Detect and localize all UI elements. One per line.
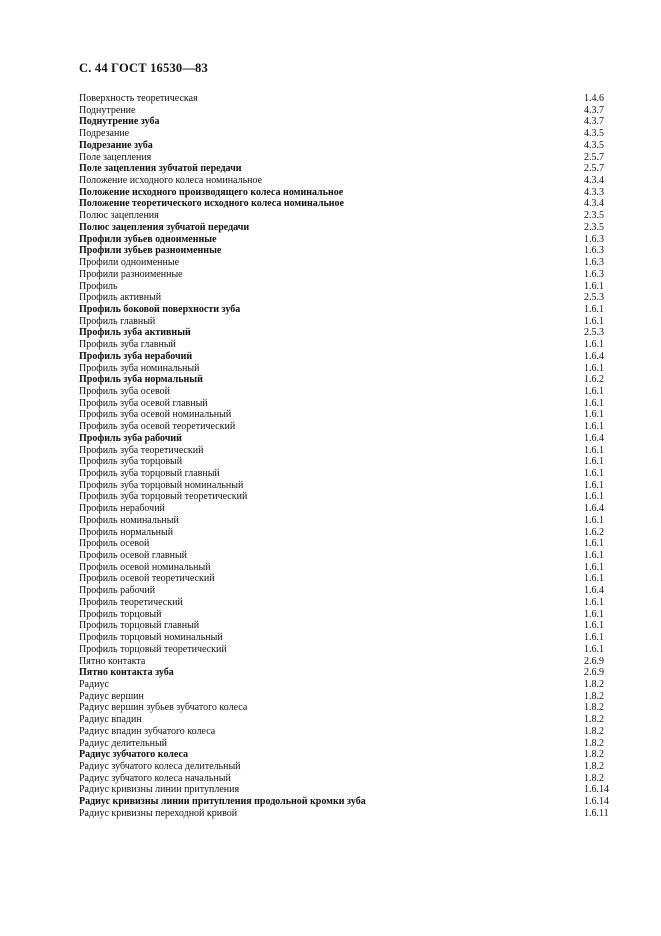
index-entry [79, 433, 615, 445]
index-term: Профиль зуба главный [79, 339, 176, 351]
index-entry [79, 175, 615, 187]
index-entry [79, 105, 615, 117]
index-clause-ref: 1.6.1 [584, 573, 604, 585]
index-term: Профиль рабочий [79, 585, 156, 597]
index-clause-ref: 1.6.1 [584, 362, 604, 374]
index-entry [79, 234, 615, 246]
index-clause-ref: 1.6.1 [584, 550, 604, 562]
index-clause-ref: 2.5.3 [584, 292, 604, 304]
index-entry [79, 339, 615, 351]
index-term: Радиус зубчатого колеса начальный [79, 772, 231, 784]
index-entry [79, 187, 615, 199]
term-index-list [79, 93, 615, 820]
index-term: Профиль нормальный [79, 526, 174, 538]
index-clause-ref: 1.6.1 [584, 561, 604, 573]
index-clause-ref: 2.5.7 [584, 151, 604, 163]
index-term: Радиус впадин [79, 714, 142, 726]
index-entry [79, 702, 615, 714]
index-term: Профиль нерабочий [79, 503, 165, 515]
index-entry [79, 491, 615, 503]
index-term: Радиус вершин [79, 690, 144, 702]
index-term: Профиль активный [79, 292, 162, 304]
index-clause-ref: 1.6.1 [584, 315, 604, 327]
index-term: Положение теоретического исходного колеса номинальное [79, 198, 344, 210]
index-clause-ref: 1.6.1 [584, 303, 604, 315]
index-term: Радиус впадин зубчатого колеса [79, 725, 216, 737]
index-clause-ref: 1.8.2 [584, 749, 604, 761]
index-entry [79, 374, 615, 386]
index-term: Поднутрение [79, 104, 136, 116]
index-entry [79, 163, 615, 175]
index-term: Радиус кривизны переходной кривой [79, 807, 238, 819]
index-clause-ref: 1.6.1 [584, 479, 604, 491]
index-clause-ref: 1.6.1 [584, 421, 604, 433]
index-clause-ref: 1.8.2 [584, 737, 604, 749]
index-clause-ref: 1.6.2 [584, 374, 604, 386]
index-term: Профиль торцовый [79, 608, 162, 620]
index-clause-ref: 1.6.1 [584, 632, 604, 644]
index-term: Положение исходного производящего колеса номинальное [79, 186, 344, 198]
index-term: Профиль торцовый номинальный [79, 632, 223, 644]
index-entry [79, 198, 615, 210]
index-term: Профиль зуба активный [79, 327, 191, 339]
index-term: Полюс зацепления зубчатой передачи [79, 221, 250, 233]
index-entry [79, 409, 615, 421]
index-entry [79, 538, 615, 550]
index-term: Профиль торцовый главный [79, 620, 200, 632]
index-term: Профили зубьев разноименные [79, 245, 222, 257]
index-entry [79, 152, 615, 164]
index-entry [79, 304, 615, 316]
index-entry [79, 644, 615, 656]
index-clause-ref: 1.6.1 [584, 643, 604, 655]
index-entry [79, 714, 615, 726]
index-term: Профиль осевой номинальный [79, 561, 211, 573]
index-entry [79, 527, 615, 539]
index-term: Профиль зуба торцовый [79, 456, 183, 468]
index-clause-ref: 1.6.1 [584, 444, 604, 456]
index-clause-ref: 1.6.1 [584, 538, 604, 550]
index-clause-ref: 4.3.7 [584, 116, 604, 128]
index-clause-ref: 1.6.11 [584, 807, 609, 819]
index-entry [79, 784, 615, 796]
index-clause-ref: 1.6.3 [584, 233, 604, 245]
index-clause-ref: 1.8.2 [584, 725, 604, 737]
index-clause-ref: 1.6.4 [584, 350, 604, 362]
index-clause-ref: 1.8.2 [584, 772, 604, 784]
index-term: Профиль зуба осевой теоретический [79, 421, 236, 433]
index-term: Подрезание [79, 128, 130, 140]
index-clause-ref: 1.6.14 [584, 796, 609, 808]
index-term: Пятно контакта [79, 655, 146, 667]
index-clause-ref: 1.6.1 [584, 409, 604, 421]
index-clause-ref: 2.5.3 [584, 327, 604, 339]
index-entry [79, 210, 615, 222]
index-clause-ref: 1.6.4 [584, 432, 604, 444]
index-clause-ref: 1.8.2 [584, 714, 604, 726]
index-clause-ref: 1.8.2 [584, 760, 604, 772]
index-entry [79, 503, 615, 515]
index-term: Профили одноименные [79, 257, 180, 269]
index-clause-ref: 1.6.1 [584, 491, 604, 503]
index-term: Профиль зуба осевой главный [79, 397, 208, 409]
index-term: Радиус зубчатого колеса делительный [79, 760, 241, 772]
index-entry [79, 573, 615, 585]
index-entry [79, 562, 615, 574]
index-entry [79, 445, 615, 457]
index-clause-ref: 2.6.9 [584, 655, 604, 667]
index-entry [79, 550, 615, 562]
index-entry [79, 749, 615, 761]
index-entry [79, 116, 615, 128]
index-clause-ref: 1.6.1 [584, 620, 604, 632]
index-term: Профиль зуба осевой [79, 385, 170, 397]
index-clause-ref: 1.6.1 [584, 339, 604, 351]
index-term: Радиус кривизны линии притупления [79, 784, 240, 796]
index-term: Профиль зуба нормальный [79, 374, 203, 386]
index-entry [79, 363, 615, 375]
index-clause-ref: 1.6.2 [584, 526, 604, 538]
index-clause-ref: 1.6.1 [584, 596, 604, 608]
index-entry [79, 421, 615, 433]
index-clause-ref: 2.3.5 [584, 221, 604, 233]
index-clause-ref: 1.8.2 [584, 678, 604, 690]
index-clause-ref: 1.6.4 [584, 503, 604, 515]
index-entry [79, 773, 615, 785]
index-term: Профиль номинальный [79, 514, 179, 526]
index-term: Профиль боковой поверхности зуба [79, 303, 241, 315]
index-entry [79, 585, 615, 597]
index-term: Радиус кривизны линии притупления продольной кромки зуба [79, 796, 366, 808]
index-clause-ref: 4.3.4 [584, 175, 604, 187]
index-entry [79, 292, 615, 304]
index-term: Профиль теоретический [79, 596, 183, 608]
index-entry [79, 620, 615, 632]
index-entry [79, 269, 615, 281]
index-entry [79, 386, 615, 398]
index-entry [79, 327, 615, 339]
index-clause-ref: 4.3.4 [584, 198, 604, 210]
index-clause-ref: 1.8.2 [584, 702, 604, 714]
index-term: Профиль зуба осевой номинальный [79, 409, 232, 421]
index-clause-ref: 1.6.1 [584, 385, 604, 397]
index-clause-ref: 1.6.1 [584, 514, 604, 526]
index-entry [79, 796, 615, 808]
index-term: Профиль зуба теоретический [79, 444, 204, 456]
index-clause-ref: 1.6.1 [584, 280, 604, 292]
index-term: Радиус вершин зубьев зубчатого колеса [79, 702, 248, 714]
index-term: Профили зубьев одноименные [79, 233, 217, 245]
index-term: Профиль зуба нерабочий [79, 350, 193, 362]
index-term: Профиль осевой [79, 538, 150, 550]
index-clause-ref: 2.6.9 [584, 667, 604, 679]
index-clause-ref: 1.6.14 [584, 784, 609, 796]
index-term: Радиус [79, 678, 109, 690]
index-term: Профиль зуба торцовый теоретический [79, 491, 248, 503]
index-entry [79, 597, 615, 609]
index-entry [79, 281, 615, 293]
index-entry [79, 679, 615, 691]
index-term: Полюс зацепления [79, 210, 159, 222]
index-term: Поверхность теоретическая [79, 93, 198, 104]
index-clause-ref: 1.8.2 [584, 690, 604, 702]
index-term: Профиль осевой главный [79, 550, 188, 562]
index-clause-ref: 1.6.1 [584, 397, 604, 409]
index-clause-ref: 1.4.6 [584, 93, 604, 104]
index-clause-ref: 1.6.1 [584, 468, 604, 479]
index-clause-ref: 4.3.3 [584, 186, 604, 198]
index-entry [79, 632, 615, 644]
index-term: Профиль зуба номинальный [79, 362, 200, 374]
index-entry [79, 351, 615, 363]
index-entry [79, 761, 615, 773]
index-clause-ref: 1.6.4 [584, 585, 604, 597]
index-entry [79, 656, 615, 668]
index-clause-ref: 1.6.1 [584, 456, 604, 468]
index-clause-ref: 1.6.1 [584, 608, 604, 620]
index-term: Подрезание зуба [79, 139, 153, 151]
index-entry [79, 468, 615, 480]
index-clause-ref: 1.6.3 [584, 245, 604, 257]
index-entry [79, 667, 615, 679]
index-entry [79, 93, 615, 105]
index-clause-ref: 4.3.5 [584, 128, 604, 140]
index-entry [79, 738, 615, 750]
index-entry [79, 257, 615, 269]
index-entry [79, 480, 615, 492]
index-term: Профиль зуба торцовый номинальный [79, 479, 244, 491]
index-entry [79, 515, 615, 527]
index-clause-ref: 2.5.7 [584, 163, 604, 175]
index-entry [79, 726, 615, 738]
index-term: Радиус делительный [79, 737, 168, 749]
index-clause-ref: 1.6.3 [584, 257, 604, 269]
index-clause-ref: 4.3.5 [584, 139, 604, 151]
index-entry [79, 456, 615, 468]
index-entry [79, 609, 615, 621]
index-term: Профиль главный [79, 315, 156, 327]
index-clause-ref: 1.6.3 [584, 268, 604, 280]
index-term: Профиль зуба торцовый главный [79, 468, 220, 479]
index-term: Профиль [79, 280, 118, 292]
index-term: Поле зацепления зубчатой передачи [79, 163, 242, 175]
index-entry [79, 140, 615, 152]
index-term: Поднутрение зуба [79, 116, 160, 128]
index-term: Профиль зуба рабочий [79, 432, 182, 444]
index-term: Профиль торцовый теоретический [79, 643, 227, 655]
index-entry [79, 245, 615, 257]
index-term: Профиль осевой теоретический [79, 573, 215, 585]
index-entry [79, 808, 615, 820]
index-clause-ref: 2.3.5 [584, 210, 604, 222]
index-entry [79, 222, 615, 234]
index-term: Профили разноименные [79, 268, 183, 280]
index-clause-ref: 4.3.7 [584, 104, 604, 116]
index-entry [79, 691, 615, 703]
index-entry [79, 128, 615, 140]
index-term: Поле зацепления [79, 151, 152, 163]
index-entry [79, 398, 615, 410]
page-header: С. 44 ГОСТ 16530—83 [79, 61, 208, 75]
index-term: Положение исходного колеса номинальное [79, 175, 263, 187]
index-entry [79, 316, 615, 328]
index-term: Пятно контакта зуба [79, 667, 174, 679]
index-term: Радиус зубчатого колеса [79, 749, 189, 761]
